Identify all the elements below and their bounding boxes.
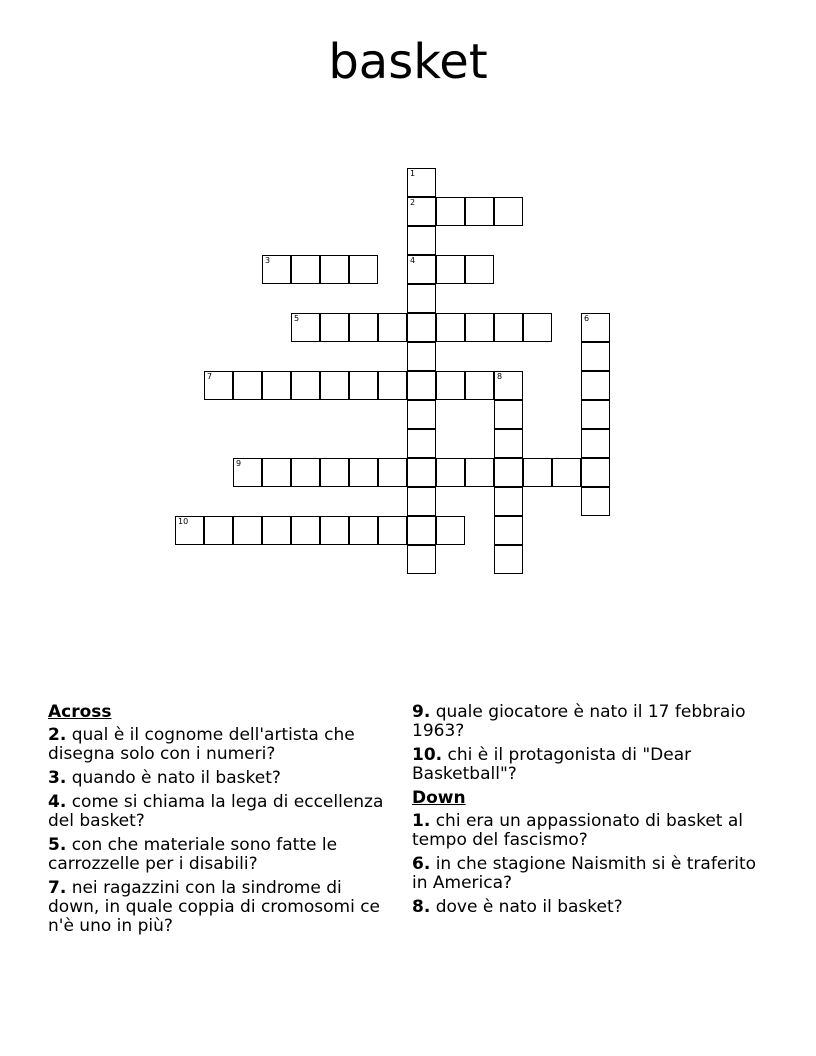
crossword-cell[interactable] [291,371,320,400]
crossword-cell[interactable] [494,458,523,487]
cell-number: 5 [294,314,300,323]
crossword-cell[interactable] [465,255,494,284]
clue-text: quando è nato il basket? [71,768,281,788]
clue-text: dove è nato il basket? [435,897,623,917]
crossword-cell[interactable] [349,255,378,284]
clue-across-5 [48,836,393,874]
clue-text: nei ragazzini con la sindrome di down, in quale coppia di cromosomi ce n'è uno in più? [48,878,381,936]
crossword-cell[interactable] [378,516,407,545]
clue-number: 4. [48,792,67,812]
crossword-cell[interactable] [465,313,494,342]
crossword-cell[interactable] [320,313,349,342]
crossword-cell[interactable] [407,168,436,197]
clue-text: con che materiale sono fatte le carrozzelle per i disabili? [48,835,338,874]
crossword-cell[interactable] [407,400,436,429]
crossword-cell[interactable] [552,458,581,487]
crossword-cell[interactable] [233,458,262,487]
crossword-cell[interactable] [581,342,610,371]
down-heading: Down [412,788,466,808]
crossword-cell[interactable] [436,458,465,487]
crossword-cell[interactable] [436,371,465,400]
crossword-cell[interactable] [465,371,494,400]
crossword-cell[interactable] [320,371,349,400]
clue-text: chi è il protagonista di "Dear Basketball"? [412,745,692,784]
cell-number: 2 [410,198,416,207]
crossword-cell[interactable] [349,516,378,545]
crossword-cell[interactable] [262,458,291,487]
crossword-cell[interactable] [291,255,320,284]
crossword-cell[interactable] [436,197,465,226]
crossword-cell[interactable] [291,313,320,342]
crossword-cell[interactable] [494,313,523,342]
clue-number: 5. [48,835,67,855]
across-heading: Across [48,702,112,722]
crossword-cell[interactable] [407,458,436,487]
clue-text: come si chiama la lega di eccellenza del basket? [48,792,384,831]
crossword-cell[interactable] [465,197,494,226]
crossword-cell[interactable] [407,516,436,545]
crossword-cell[interactable] [581,487,610,516]
crossword-cell[interactable] [494,545,523,574]
crossword-cell[interactable] [581,400,610,429]
crossword-cell[interactable] [494,487,523,516]
cell-number: 9 [236,459,242,468]
clue-number: 8. [412,897,431,917]
crossword-cell[interactable] [204,516,233,545]
crossword-cell[interactable] [320,458,349,487]
cell-number: 3 [265,256,271,265]
crossword-cell[interactable] [320,255,349,284]
cell-number: 1 [410,169,416,178]
clue-text: chi era un appassionato di basket al tempo del fascismo? [412,811,743,850]
crossword-cell[interactable] [349,313,378,342]
crossword-cell[interactable] [494,516,523,545]
crossword-cell[interactable] [291,458,320,487]
clue-across-9 [412,703,772,741]
clue-across-4 [48,793,393,831]
crossword-cell[interactable] [407,342,436,371]
crossword-cell[interactable] [494,400,523,429]
page-title: basket [328,34,488,90]
crossword-cell[interactable] [407,487,436,516]
crossword-cell[interactable] [581,458,610,487]
crossword-cell[interactable] [233,371,262,400]
crossword-cell[interactable] [407,226,436,255]
crossword-cell[interactable] [407,255,436,284]
crossword-cell[interactable] [581,429,610,458]
cell-number: 10 [178,517,189,526]
crossword-cell[interactable] [494,429,523,458]
crossword-cell[interactable] [436,255,465,284]
crossword-cell[interactable] [436,516,465,545]
crossword-cell[interactable] [407,429,436,458]
cell-number: 8 [497,372,503,381]
crossword-cell[interactable] [378,458,407,487]
clue-number: 3. [48,768,67,788]
clue-text: qual è il cognome dell'artista che disegna solo con i numeri? [48,725,355,764]
crossword-cell[interactable] [407,545,436,574]
clue-number: 9. [412,702,431,722]
crossword-cell[interactable] [581,313,610,342]
crossword-cell[interactable] [349,458,378,487]
crossword-cell[interactable] [436,313,465,342]
clue-down-6 [412,855,772,893]
clue-number: 2. [48,725,67,745]
clue-across-3 [48,769,393,788]
crossword-cell[interactable] [291,516,320,545]
clue-number: 7. [48,878,67,898]
crossword-cell[interactable] [407,197,436,226]
cell-number: 4 [410,256,416,265]
clue-across-10 [412,746,772,784]
clue-across-7 [48,879,393,936]
crossword-cell[interactable] [233,516,262,545]
clue-number: 6. [412,854,431,874]
clue-number: 1. [412,811,431,831]
crossword-cell[interactable] [407,284,436,313]
crossword-cell[interactable] [262,371,291,400]
crossword-cell[interactable] [204,371,233,400]
crossword-cell[interactable] [581,371,610,400]
crossword-cell[interactable] [465,458,494,487]
crossword-cell[interactable] [320,516,349,545]
crossword-cell[interactable] [378,371,407,400]
crossword-cell[interactable] [523,313,552,342]
clue-down-8 [412,898,772,917]
crossword-cell[interactable] [494,371,523,400]
clue-down-1 [412,812,772,850]
crossword-cell[interactable] [523,458,552,487]
crossword-cell[interactable] [262,255,291,284]
clues-right-column [412,703,772,922]
crossword-cell[interactable] [378,313,407,342]
cell-number: 7 [207,372,213,381]
crossword-cell[interactable] [407,313,436,342]
crossword-cell[interactable] [175,516,204,545]
crossword-cell[interactable] [262,516,291,545]
clue-text: in che stagione Naismith si è traferito in America? [412,854,757,893]
crossword-cell[interactable] [349,371,378,400]
crossword-cell[interactable] [407,371,436,400]
clue-text: quale giocatore è nato il 17 febbraio 1963? [412,702,746,741]
cell-number: 6 [584,314,590,323]
clues-left-column [48,703,393,941]
clue-number: 10. [412,745,443,765]
clue-across-2 [48,726,393,764]
crossword-cell[interactable] [494,197,523,226]
